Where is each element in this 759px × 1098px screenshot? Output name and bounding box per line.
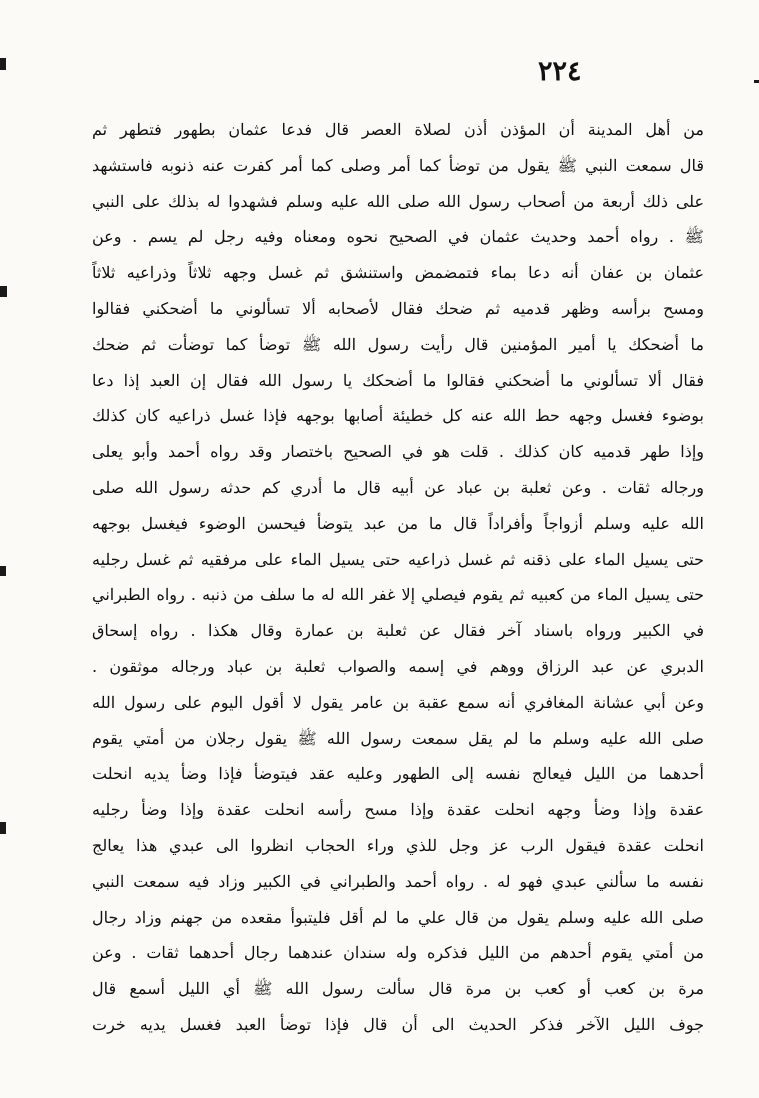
text-line: وعن أبي عشانة المغافري أنه سمع عقبة بن عامر يقول لا أقول اليوم على رسول الله [92, 692, 704, 712]
text-line: الله عليه وسلم أزواجاً وأفراداً قال ما من عبد يتوضأ فيحسن الوضوء فيغسل بوجهه [92, 513, 704, 533]
left-margin-mark [0, 822, 6, 834]
text-line: حتى يسيل الماء من كعبيه ثم يقوم فيصلي إلا غفر الله له ما سلف من ذنبه . رواه الطبراني [92, 585, 704, 605]
text-line: نفسه ما سألني عبدي فهو له . رواه أحمد والطبراني في الكبير وزاد فيه سمعت النبي [92, 871, 704, 891]
text-line: على ذلك أربعة من أصحاب رسول الله صلى الله عليه وسلم فشهدوا له بذلك على النبي [92, 191, 704, 211]
text-line: عثمان بن عفان أنه دعا بماء فتمضمض واستنشق ثم غسل وجهه ثلاثاً وذراعيه ثلاثاً [92, 263, 704, 283]
left-margin-mark [0, 566, 6, 576]
text-line: قال سمعت النبي ﷺ يقول من توضأ كما أمر وصلى كما أمر كفرت عنه ذنوبه فاستشهد [92, 155, 704, 175]
text-line: من أمتي يقوم أحدهم من الليل فذكره وله سندان عندهما رجال أحدهما ثقات . وعن [92, 943, 704, 963]
text-line: فقال ألا تسألوني ما أضحكني فقالوا ما أضحكك يا رسول الله فقال إن العبد إذا دعا [92, 370, 704, 390]
text-line: ﷺ . رواه أحمد وحديث عثمان في الصحيح نحوه ومعناه وفيه رجل لم يسم . وعن [92, 227, 704, 247]
text-line: مرة بن كعب أو كعب بن مرة قال سألت رسول الله ﷺ أي الليل أسمع قال [92, 979, 704, 999]
text-line: ومسح برأسه وظهر قدميه ثم ضحك فقال لأصحابه ألا تسألوني ما أضحكني فقالوا [92, 298, 704, 318]
text-line: وإذا طهر قدميه كان كذلك . قلت هو في الصحيح باختصار وقد رواه أحمد وأبو يعلى [92, 442, 704, 462]
text-line: ما أضحكك يا أمير المؤمنين قال رأيت رسول الله ﷺ توضأ كما توضأت ثم ضحك [92, 334, 704, 354]
left-margin-mark [0, 58, 6, 70]
text-line: الدبري عن عبد الرزاق ووهم في إسمه والصواب ثعلبة بن عباد ورجاله موثقون . [92, 656, 704, 676]
text-line: أحدهما من الليل فيعالج نفسه إلى الطهور وعليه عقد فيتوضأ فإذا وضأ يديه انحلت [92, 764, 704, 784]
page-number: ٢٢٤ [538, 56, 582, 87]
text-line: من أهل المدينة أن المؤذن أذن لصلاة العصر قال فدعا عثمان بطهور فتطهر ثم [92, 120, 704, 139]
text-line: صلى الله عليه وسلم يقول من قال علي ما لم أقل فليتبوأ مقعده من جهنم وزاد رجال [92, 907, 704, 927]
text-line: عقدة وإذا وضأ وجهه انحلت عقدة وإذا مسح رأسه انحلت عقدة وإذا وضأ رجليه [92, 800, 704, 820]
text-line: بوضوء فغسل وجهه حط الله عنه كل خطيئة أصابها بوجهه فإذا غسل ذراعيه كان كذلك [92, 406, 704, 426]
text-line: صلى الله عليه وسلم ما لم يقل سمعت رسول الله ﷺ يقول رجلان من أمتي يقوم [92, 728, 704, 748]
text-line: انحلت عقدة فيقول الرب عز وجل للذي وراء الحجاب انظروا الى عبدي هذا يعالج [92, 835, 704, 855]
text-line: جوف الليل الآخر فذكر الحديث الى أن قال فإذا توضأ العبد فغسل يديه خرت [92, 1014, 704, 1034]
text-line: حتى يسيل الماء على ذقنه ثم غسل ذراعيه حتى يسيل الماء على مرفقيه ثم غسل رجليه [92, 549, 704, 569]
right-margin-mark [754, 80, 759, 83]
left-margin-mark [0, 286, 7, 297]
body-text [92, 112, 704, 1043]
text-line: ورجاله ثقات . وعن ثعلبة بن عباد عن أبيه قال ما أدري كم حدثه رسول الله صلى [92, 477, 704, 497]
text-line: في الكبير ورواه باسناد آخر فقال عن ثعلبة بن عمارة وقال هكذا . رواه إسحاق [92, 621, 704, 641]
